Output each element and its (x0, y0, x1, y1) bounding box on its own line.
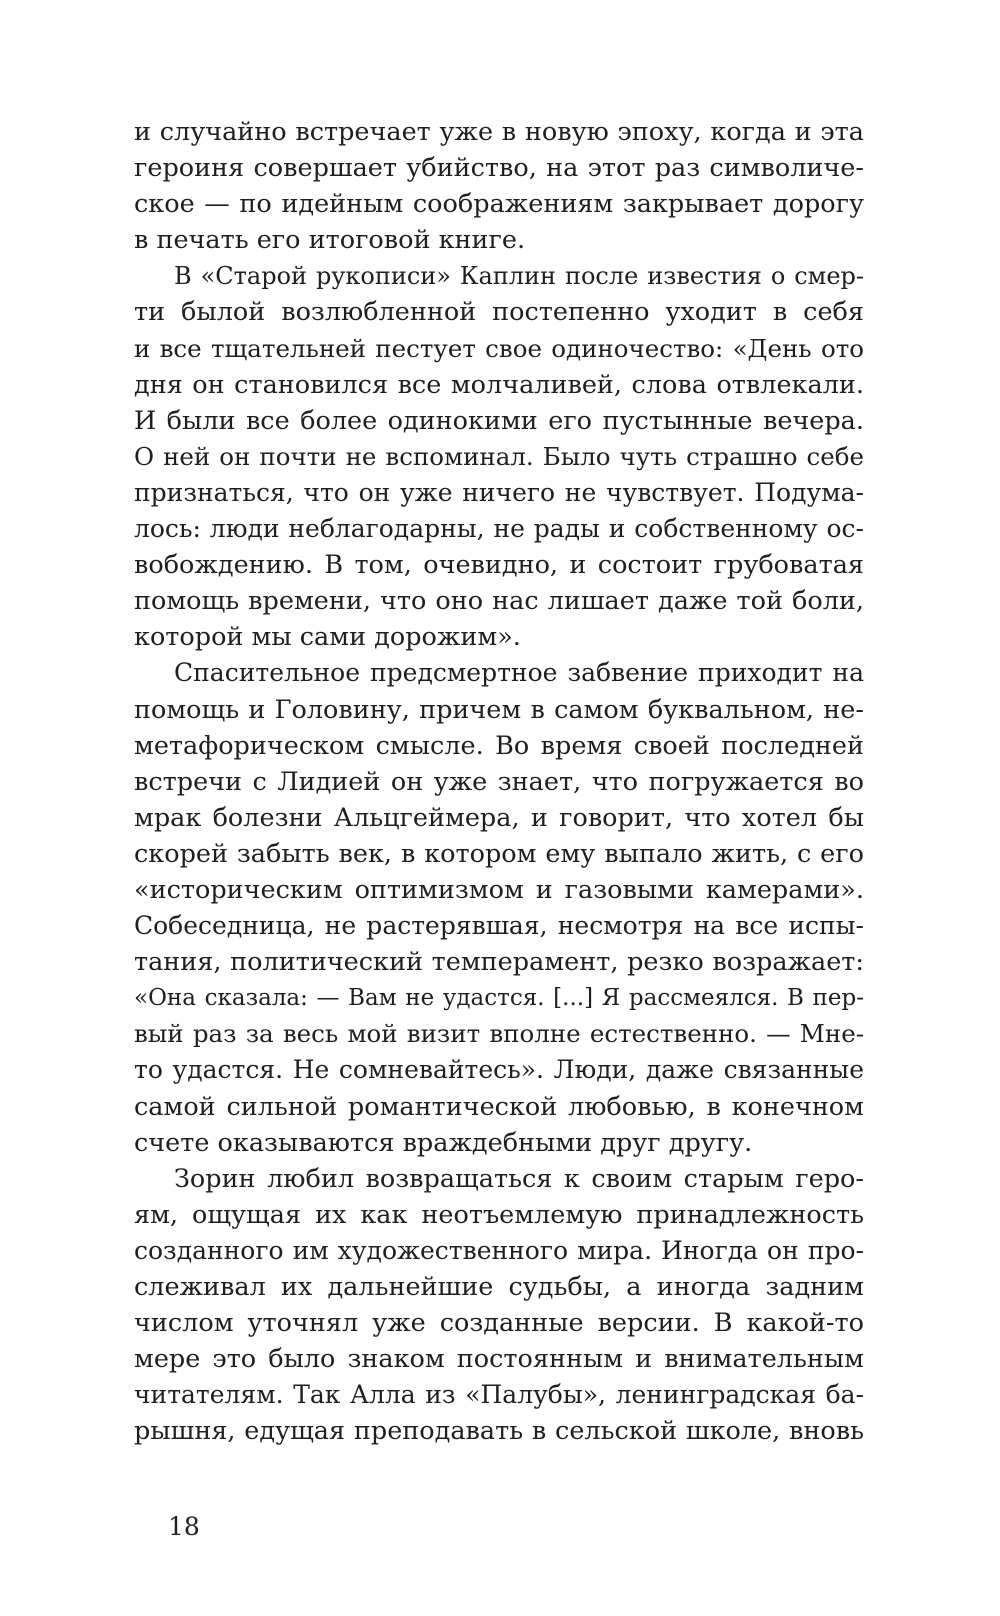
text-line: читателям. Так Алла из «Палубы», ленинградская ба- (134, 1380, 864, 1410)
text-line: признаться, что он уже ничего не чувствует. Подума- (134, 477, 864, 507)
text-line: то удастся. Не сомневайтесь». Люди, даже связанные (134, 1055, 864, 1085)
text-line: скорей забыть век, в котором ему выпало жить, с его (134, 838, 864, 869)
text-line: «Она сказала: — Вам не удастся. [...] Я рассмеялся. В пер- (134, 985, 864, 1012)
text-line: лось: люди неблагодарны, не рады и собственному ос- (134, 514, 864, 544)
text-line: вобождению. В том, очевидно, и состоит грубоватая (134, 550, 864, 581)
text-line: вый раз за весь мой визит вполне естественно. — Мне- (134, 1019, 864, 1049)
text-line: помощь и Головину, причем в самом буквальном, не- (134, 694, 864, 725)
text-line: мрак болезни Альцгеймера, и говорит, что хотел бы (134, 802, 864, 833)
text-line: помощь времени, что оно нас лишает даже той боли, (134, 586, 864, 617)
text-line: ское — по идейным соображениям закрывает дорогу (134, 189, 864, 220)
text-line: рышня, едущая преподавать в сельской школе, вновь (134, 1416, 864, 1447)
text-line: и все тщательней пестует свое одиночество: «День ото (134, 333, 864, 363)
text-line: «историческим оптимизмом и газовыми камерами». (134, 874, 864, 905)
text-line: слеживал их дальнейшие судьбы, а иногда задним (134, 1272, 864, 1302)
text-line: которой мы сами дорожим». (134, 622, 521, 653)
text-line: тания, политический темперамент, резко возражает: (134, 947, 864, 978)
body-text (134, 114, 864, 1449)
text-line: дня он становился все молчаливей, слова отвлекали. (134, 369, 864, 400)
text-line: ти былой возлюбленной постепенно уходит в себя (134, 297, 864, 328)
text-line: метафорическом смысле. Во время своей последней (134, 730, 864, 761)
text-line: счете оказываются враждебными друг другу. (134, 1127, 753, 1158)
text-line: самой сильной романтической любовью, в конечном (134, 1091, 864, 1122)
text-line: Собеседница, не растерявшая, несмотря на все испы- (134, 911, 864, 941)
paragraph-start-line: Спасительное предсмертное забвение приходит на (174, 658, 864, 688)
text-line: мере это было знаком постоянным и внимательным (134, 1344, 864, 1375)
page-number: 18 (168, 1512, 200, 1541)
text-line: героиня совершает убийство, на этот раз символиче- (134, 153, 864, 184)
text-line: и случайно встречает уже в новую эпоху, когда и эта (134, 117, 864, 147)
text-line: встречи с Лидией он уже знает, что погружается во (134, 766, 864, 797)
paragraph-start-line: В «Старой рукописи» Каплин после известия о смер- (174, 262, 864, 291)
text-line: созданного им художественного мира. Иногда он про- (134, 1235, 864, 1265)
text-line: в печать его итоговой книге. (134, 225, 526, 256)
text-line: И были все более одинокими его пустынные вечера. (134, 405, 864, 436)
text-line: ям, ощущая их как неотъемлемую принадлежность (134, 1199, 864, 1230)
text-line: О ней он почти не вспоминал. Было чуть страшно себе (134, 441, 864, 471)
text-line: числом уточнял уже созданные версии. В какой-то (134, 1308, 864, 1339)
paragraph-start-line: Зорин любил возвращаться к своим старым геро- (174, 1163, 864, 1194)
